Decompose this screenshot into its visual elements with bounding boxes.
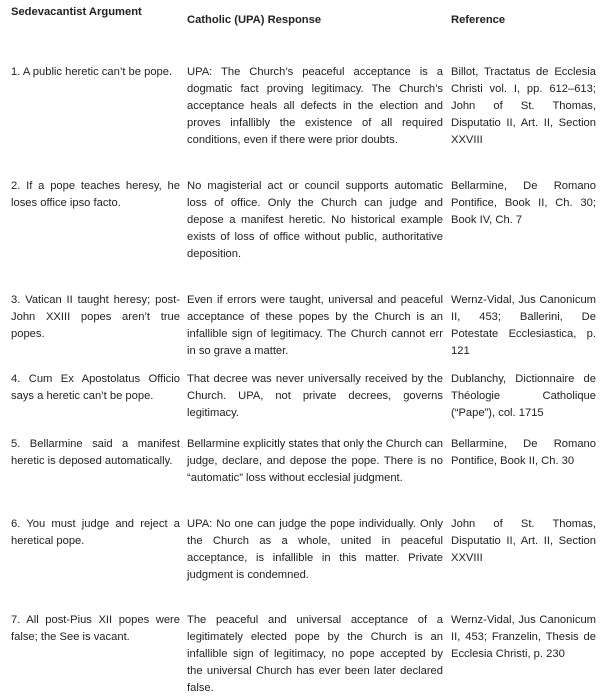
header-argument: Sedevacantist Argument — [11, 6, 142, 18]
argument-cell: 1. A public heretic can’t be pope. — [11, 66, 173, 78]
header-reference: Reference — [451, 14, 506, 26]
reference-cell: Dublanchy, Dictionnaire de Théologie Catholique (“Pape”), col. 1715 — [451, 373, 596, 419]
argument-cell: 5. Bellarmine said a manifest heretic is deposed automatically. — [11, 438, 180, 467]
table-row — [4, 286, 604, 365]
argument-cell: 6. You must judge and reject a heretical pope. — [11, 518, 180, 547]
table-header-row — [4, 0, 604, 58]
response-cell: UPA: No one can judge the pope individually. Only the Church as a whole, united in peaceful acceptance, is infallible in this matter. Private judgment is condemned. — [187, 518, 443, 581]
table-row — [4, 510, 604, 606]
response-cell: UPA: The Church’s peaceful acceptance is a dogmatic fact proving legitimacy. The Church’s acceptance heals all defects in the election and proves infallibly the existence of all required conditions, even if there were prior doubts. — [187, 66, 443, 146]
reference-cell: Bellarmine, De Romano Pontifice, Book II, Ch. 30 — [451, 438, 596, 467]
argument-response-table — [4, 0, 604, 697]
reference-cell: Wernz-Vidal, Jus Canonicum II, 453; Ballerini, De Potestate Ecclesiastica, p. 121 — [451, 294, 596, 357]
argument-cell: 2. If a pope teaches heresy, he loses office ipso facto. — [11, 180, 180, 209]
reference-cell: Bellarmine, De Romano Pontifice, Book II, Ch. 30; Book IV, Ch. 7 — [451, 180, 596, 226]
reference-cell: Wernz-Vidal, Jus Canonicum II, 453; Franzelin, Thesis de Ecclesia Christi, p. 230 — [451, 614, 596, 660]
response-cell: No magisterial act or council supports automatic loss of office. Only the Church can judge and depose a manifest heretic. No historical example exists of loss of office without public, authoritative deposition. — [187, 180, 443, 260]
argument-cell: 7. All post-Pius XII popes were false; the See is vacant. — [11, 614, 180, 643]
table-row — [4, 172, 604, 286]
reference-cell: Billot, Tractatus de Ecclesia Christi vol. I, pp. 612–613; John of St. Thomas, Disputatio II, Art. II, Section XXVIII — [451, 66, 596, 146]
table-row — [4, 606, 604, 697]
table-row — [4, 58, 604, 172]
response-cell: Bellarmine explicitly states that only the Church can judge, declare, and depose the pope. There is no “automatic” loss without ecclesial judgment. — [187, 438, 443, 484]
response-cell: The peaceful and universal acceptance of a legitimately elected pope by the Church is an infallible sign of legitimacy, no pope accepted by the universal Church has ever been later declared false. — [187, 614, 443, 694]
table-row — [4, 365, 604, 430]
response-cell: That decree was never universally received by the Church. UPA, not private decrees, governs legitimacy. — [187, 373, 443, 419]
reference-cell: John of St. Thomas, Disputatio II, Art. II, Section XXVIII — [451, 518, 596, 564]
header-response: Catholic (UPA) Response — [187, 14, 322, 26]
table-row — [4, 430, 604, 510]
argument-cell: 4. Cum Ex Apostolatus Officio says a heretic can’t be pope. — [11, 373, 180, 402]
response-cell: Even if errors were taught, universal and peaceful acceptance of these popes by the Church is an infallible sign of legitimacy. The Church cannot err in so grave a matter. — [187, 294, 443, 357]
argument-cell: 3. Vatican II taught heresy; post-John XXIII popes aren’t true popes. — [11, 294, 180, 340]
